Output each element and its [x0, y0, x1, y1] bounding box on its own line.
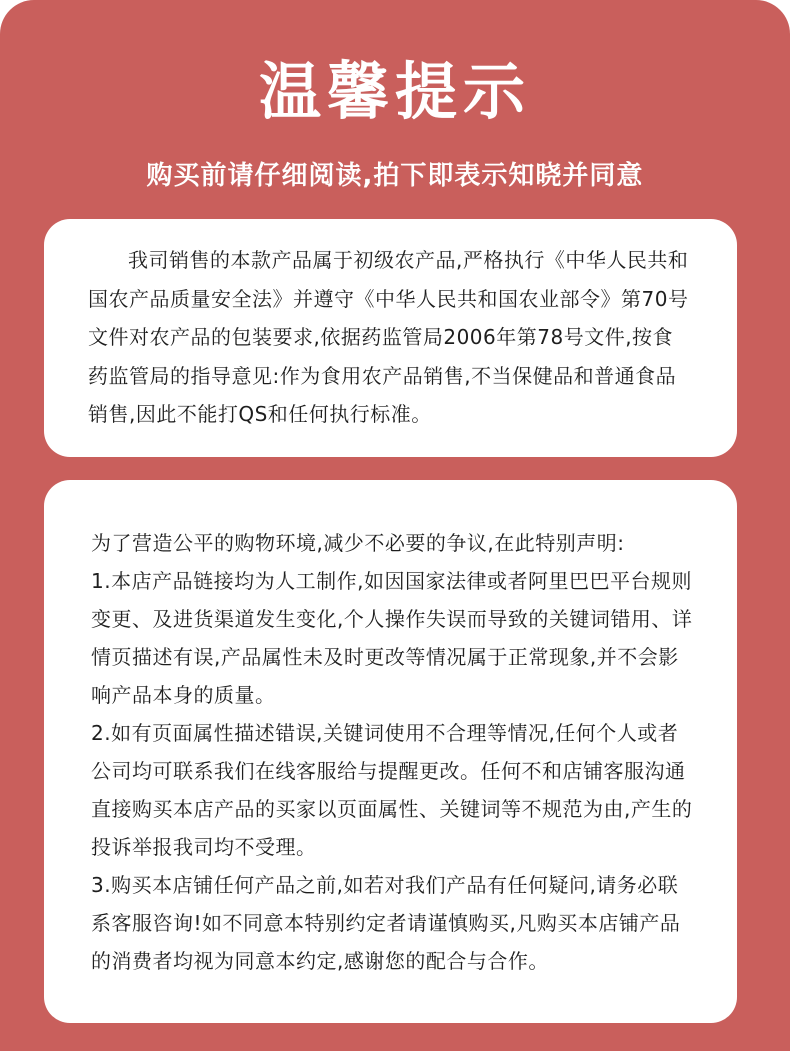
statement-item: 3.购买本店铺任何产品之前,如若对我们产品有任何疑问,请务必联系客服咨询!如不同意本特别约定者请谨慎购买,凡购买本店铺产品的消费者均视为同意本约定,感谢您的配合与合作。 — [91, 873, 681, 973]
legal-notice-card — [44, 219, 737, 457]
legal-notice-text: 我司销售的本款产品属于初级农产品,严格执行《中华人民共和国农产品质量安全法》并遵守《中华人民共和国农业部令》第70号文件对农产品的包装要求,依据药监管局2006年第78号文件,按食药监管局的指导意见:作为食用农产品销售,不当保健品和普通食品销售,因此不能打QS和任何执行标准。 — [88, 248, 689, 426]
page-subtitle: 购买前请仔细阅读,拍下即表示知晓并同意 — [146, 161, 644, 191]
statement-item: 1.本店产品链接均为人工制作,如因国家法律或者阿里巴巴平台规则变更、及进货渠道发生变化,个人操作失误而导致的关键词错用、详情页描述有误,产品属性未及时更改等情况属于正常现象,并不会影响产品本身的质量。 — [91, 569, 693, 707]
statement-intro: 为了营造公平的购物环境,减少不必要的争议,在此特别声明: — [91, 531, 625, 555]
page-title: 温馨提示 — [258, 55, 531, 128]
statement-item: 2.如有页面属性描述错误,关键词使用不合理等情况,任何个人或者公司均可联系我们在线客服给与提醒更改。任何不和店铺客服沟通直接购买本店产品的买家以页面属性、关键词等不规范为由,产生的投诉举报我司均不受理。 — [91, 721, 693, 859]
statement-card — [44, 480, 737, 1023]
